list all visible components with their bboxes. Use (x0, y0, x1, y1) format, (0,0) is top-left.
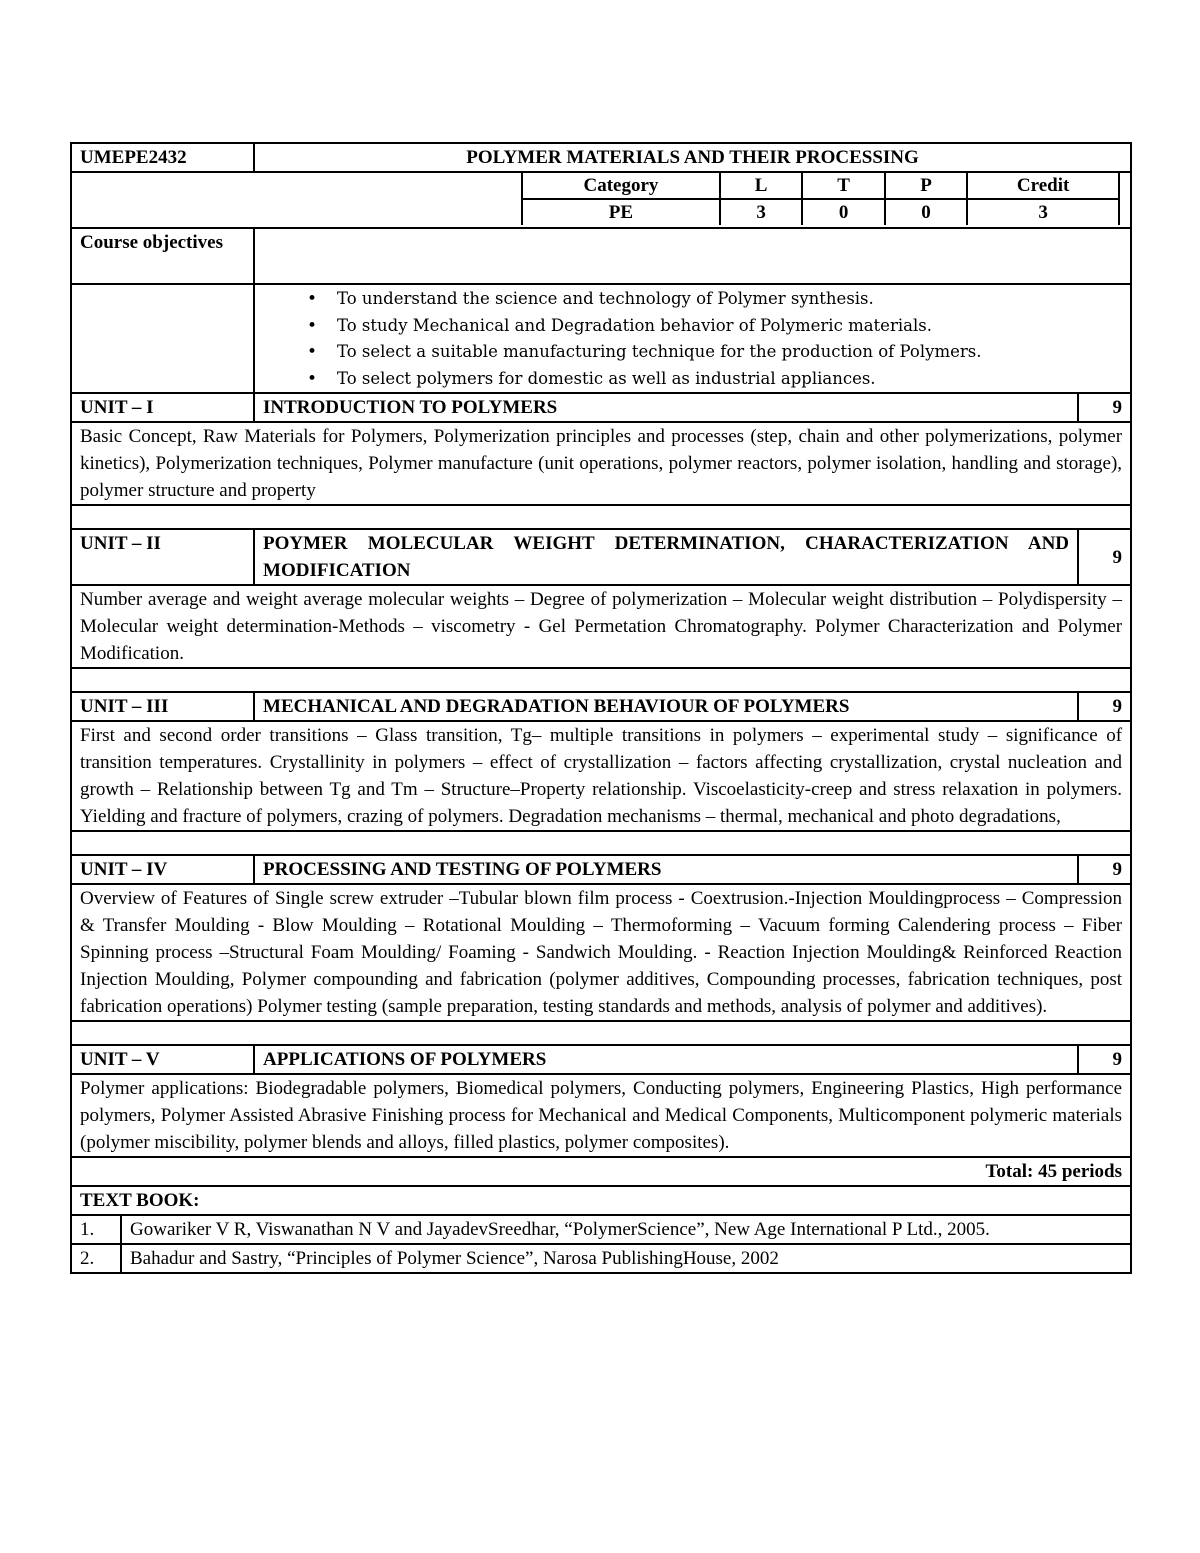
p-value: 0 (885, 199, 967, 225)
unit-1-header (71, 393, 1131, 422)
course-title: POLYMER MATERIALS AND THEIR PROCESSING (254, 143, 1131, 172)
objective-item: • To understand the science and technology of Polymer synthesis. (337, 286, 1122, 313)
spacer-row (71, 505, 1131, 529)
textbook-item-text: Gowariker V R, Viswanathan N V and JayadevSreedhar, “PolymerScience”, New Age International P Ltd., 2005. (121, 1215, 1131, 1244)
category-value: PE (522, 199, 720, 225)
textbook-item (71, 1244, 1131, 1273)
textbook-item-number: 2. (71, 1244, 121, 1273)
unit-4-hours: 9 (1078, 855, 1131, 884)
l-header: L (720, 173, 802, 199)
unit-4-header (71, 855, 1131, 884)
unit-1-content: Basic Concept, Raw Materials for Polymers, Polymerization principles and processes (step, chain and other polymerizations, polymer kinetics), Polymerization techniques, Polymer manufacture (unit operations, polymer reactors, polymer isolation, handling and storage), polymer structure and property (71, 422, 1131, 505)
category-headers (522, 173, 1119, 199)
total-periods: Total: 45 periods (71, 1157, 1131, 1186)
spacer-row (71, 668, 1131, 692)
unit-4-label: UNIT – IV (71, 855, 254, 884)
total-row (71, 1157, 1131, 1186)
unit-2-header (71, 529, 1131, 585)
objectives-list-row (71, 284, 1131, 393)
unit-5-label: UNIT – V (71, 1045, 254, 1074)
unit-2-content-row (71, 585, 1131, 668)
unit-3-content: First and second order transitions – Glass transition, Tg– multiple transitions in polymers – experimental study – significance of transition temperatures. Crystallinity in polymers – effect of crystallization – factors affecting crystallization, crystal nucleation and growth – Relationship between Tg and Tm – Structure–Property relationship. Viscoelasticity-creep and stress relaxation in polymers. Yielding and fracture of polymers, crazing of polymers. Degradation mechanisms – thermal, mechanical and photo degradations, (71, 721, 1131, 831)
p-header: P (885, 173, 967, 199)
textbook-item (71, 1215, 1131, 1244)
syllabus-page (70, 142, 1130, 1274)
unit-4-content-row (71, 884, 1131, 1021)
unit-5-content-row (71, 1074, 1131, 1157)
unit-5-hours: 9 (1078, 1045, 1131, 1074)
objective-item: • To select a suitable manufacturing technique for the production of Polymers. (337, 339, 1122, 366)
t-header: T (802, 173, 884, 199)
objectives-label: Course objectives (71, 228, 254, 284)
category-header: Category (522, 173, 720, 199)
unit-1-hours: 9 (1078, 393, 1131, 422)
category-values (522, 199, 1119, 225)
unit-3-header (71, 692, 1131, 721)
unit-1-label: UNIT – I (71, 393, 254, 422)
textbook-heading-row (71, 1186, 1131, 1215)
unit-3-content-row (71, 721, 1131, 831)
unit-1-content-row (71, 422, 1131, 505)
textbook-item-text: Bahadur and Sastry, “Principles of Polymer Science”, Narosa PublishingHouse, 2002 (121, 1244, 1131, 1273)
unit-5-content: Polymer applications: Biodegradable polymers, Biomedical polymers, Conducting polymers, Engineering Plastics, High performance polymers, Polymer Assisted Abrasive Finishing process for Mechanical and Medical Components, Multicomponent polymeric materials (polymer miscibility, polymer blends and alloys, filled plastics, polymer composites). (71, 1074, 1131, 1157)
syllabus-table (70, 142, 1132, 1274)
category-table (521, 173, 1120, 225)
l-value: 3 (720, 199, 802, 225)
unit-3-label: UNIT – III (71, 692, 254, 721)
category-row (71, 172, 1131, 228)
header-row (71, 143, 1131, 172)
unit-2-hours: 9 (1078, 529, 1131, 585)
objectives-label-row (71, 228, 1131, 284)
unit-5-header (71, 1045, 1131, 1074)
unit-4-content: Overview of Features of Single screw extruder –Tubular blown film process - Coextrusion.-Injection Mouldingprocess – Compression & Transfer Moulding - Blow Moulding – Rotational Moulding – Thermoforming – Vacuum forming Calendering process – Fiber Spinning process –Structural Foam Moulding/ Foaming - Sandwich Moulding. - Reaction Injection Moulding& Reinforced Reaction Injection Moulding, Polymer compounding and fabrication (polymer additives, Compounding processes, fabrication techniques, post fabrication operations) Polymer testing (sample preparation, testing standards and methods, analysis of polymer and additives). (71, 884, 1131, 1021)
credit-header: Credit (967, 173, 1119, 199)
objectives-list (263, 286, 1122, 392)
objective-item: • To select polymers for domestic as well as industrial appliances. (337, 366, 1122, 393)
unit-4-title: PROCESSING AND TESTING OF POLYMERS (254, 855, 1078, 884)
course-code: UMEPE2432 (71, 143, 254, 172)
unit-2-title: POYMER MOLECULAR WEIGHT DETERMINATION, CHARACTERIZATION AND MODIFICATION (254, 529, 1078, 585)
unit-3-title: MECHANICAL AND DEGRADATION BEHAVIOUR OF POLYMERS (254, 692, 1078, 721)
textbook-heading: TEXT BOOK: (71, 1186, 1131, 1215)
spacer-row (71, 831, 1131, 855)
credit-value: 3 (967, 199, 1119, 225)
unit-5-title: APPLICATIONS OF POLYMERS (254, 1045, 1078, 1074)
unit-3-hours: 9 (1078, 692, 1131, 721)
unit-2-label: UNIT – II (71, 529, 254, 585)
t-value: 0 (802, 199, 884, 225)
textbook-item-number: 1. (71, 1215, 121, 1244)
unit-2-content: Number average and weight average molecular weights – Degree of polymerization – Molecular weight distribution – Polydispersity – Molecular weight determination-Methods – viscometry - Gel Permetation Chromatography. Polymer Characterization and Polymer Modification. (71, 585, 1131, 668)
objective-item: • To study Mechanical and Degradation behavior of Polymeric materials. (337, 313, 1122, 340)
spacer-row (71, 1021, 1131, 1045)
unit-1-title: INTRODUCTION TO POLYMERS (254, 393, 1078, 422)
